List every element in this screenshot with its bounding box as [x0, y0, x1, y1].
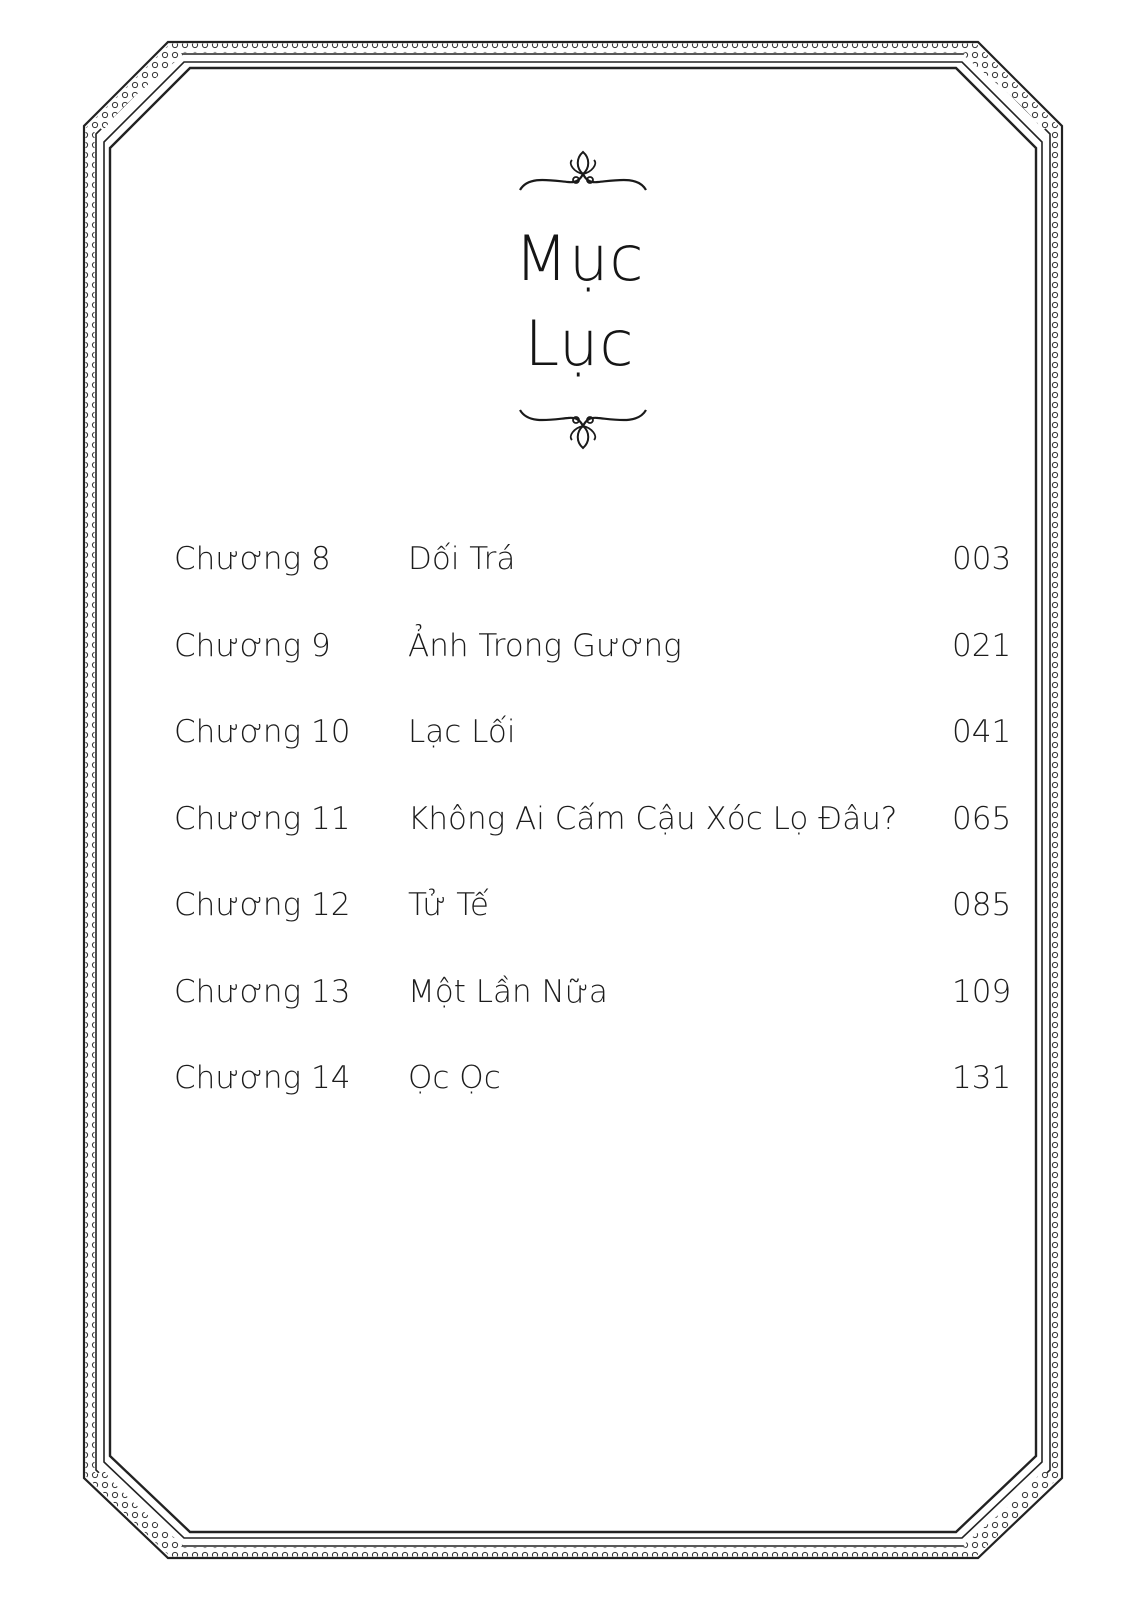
toc-chapter-label: Chương 9 [174, 627, 331, 664]
toc-chapter-title: Ảnh Trong Gương [408, 627, 682, 664]
flourish-ornament-icon [518, 150, 648, 196]
toc-row [174, 973, 1024, 1060]
flourish-ornament-icon [518, 404, 648, 450]
toc-chapter-title: Không Ai Cấm Cậu Xóc Lọ Đâu? [408, 800, 898, 837]
toc-chapter-label: Chương 11 [174, 800, 351, 837]
toc-row [174, 627, 1024, 714]
toc-page-number: 021 [952, 627, 1012, 664]
toc-row [174, 713, 1024, 800]
toc-row [174, 800, 1024, 887]
page-title-line-1: Mục [514, 222, 645, 295]
toc-page-number: 041 [952, 714, 1012, 750]
toc-chapter-title: Dối Trá [408, 541, 516, 577]
toc-chapter-label: Chương 10 [174, 714, 351, 750]
toc-row [174, 886, 1024, 973]
toc-chapter-title: Lạc Lối [408, 714, 516, 750]
toc-page-number: 085 [952, 887, 1012, 923]
toc-chapter-label: Chương 8 [174, 541, 331, 577]
toc-chapter-label: Chương 13 [174, 973, 351, 1010]
toc-page-number: 003 [952, 541, 1012, 577]
toc-page-number: 065 [952, 800, 1012, 837]
toc-row [174, 540, 1024, 627]
toc-page-number: 109 [952, 973, 1012, 1010]
toc-chapter-label: Chương 14 [174, 1060, 351, 1096]
toc-chapter-title: Ọc Ọc [408, 1060, 501, 1096]
toc-page-number: 131 [952, 1060, 1012, 1096]
toc-row [174, 1059, 1024, 1146]
toc-chapter-label: Chương 12 [174, 887, 351, 923]
table-of-contents [174, 540, 1024, 1146]
toc-chapter-title: Tử Tế [408, 887, 489, 923]
page-title-line-2: Lục [524, 307, 635, 380]
toc-chapter-title: Một Lần Nữa [408, 973, 608, 1010]
